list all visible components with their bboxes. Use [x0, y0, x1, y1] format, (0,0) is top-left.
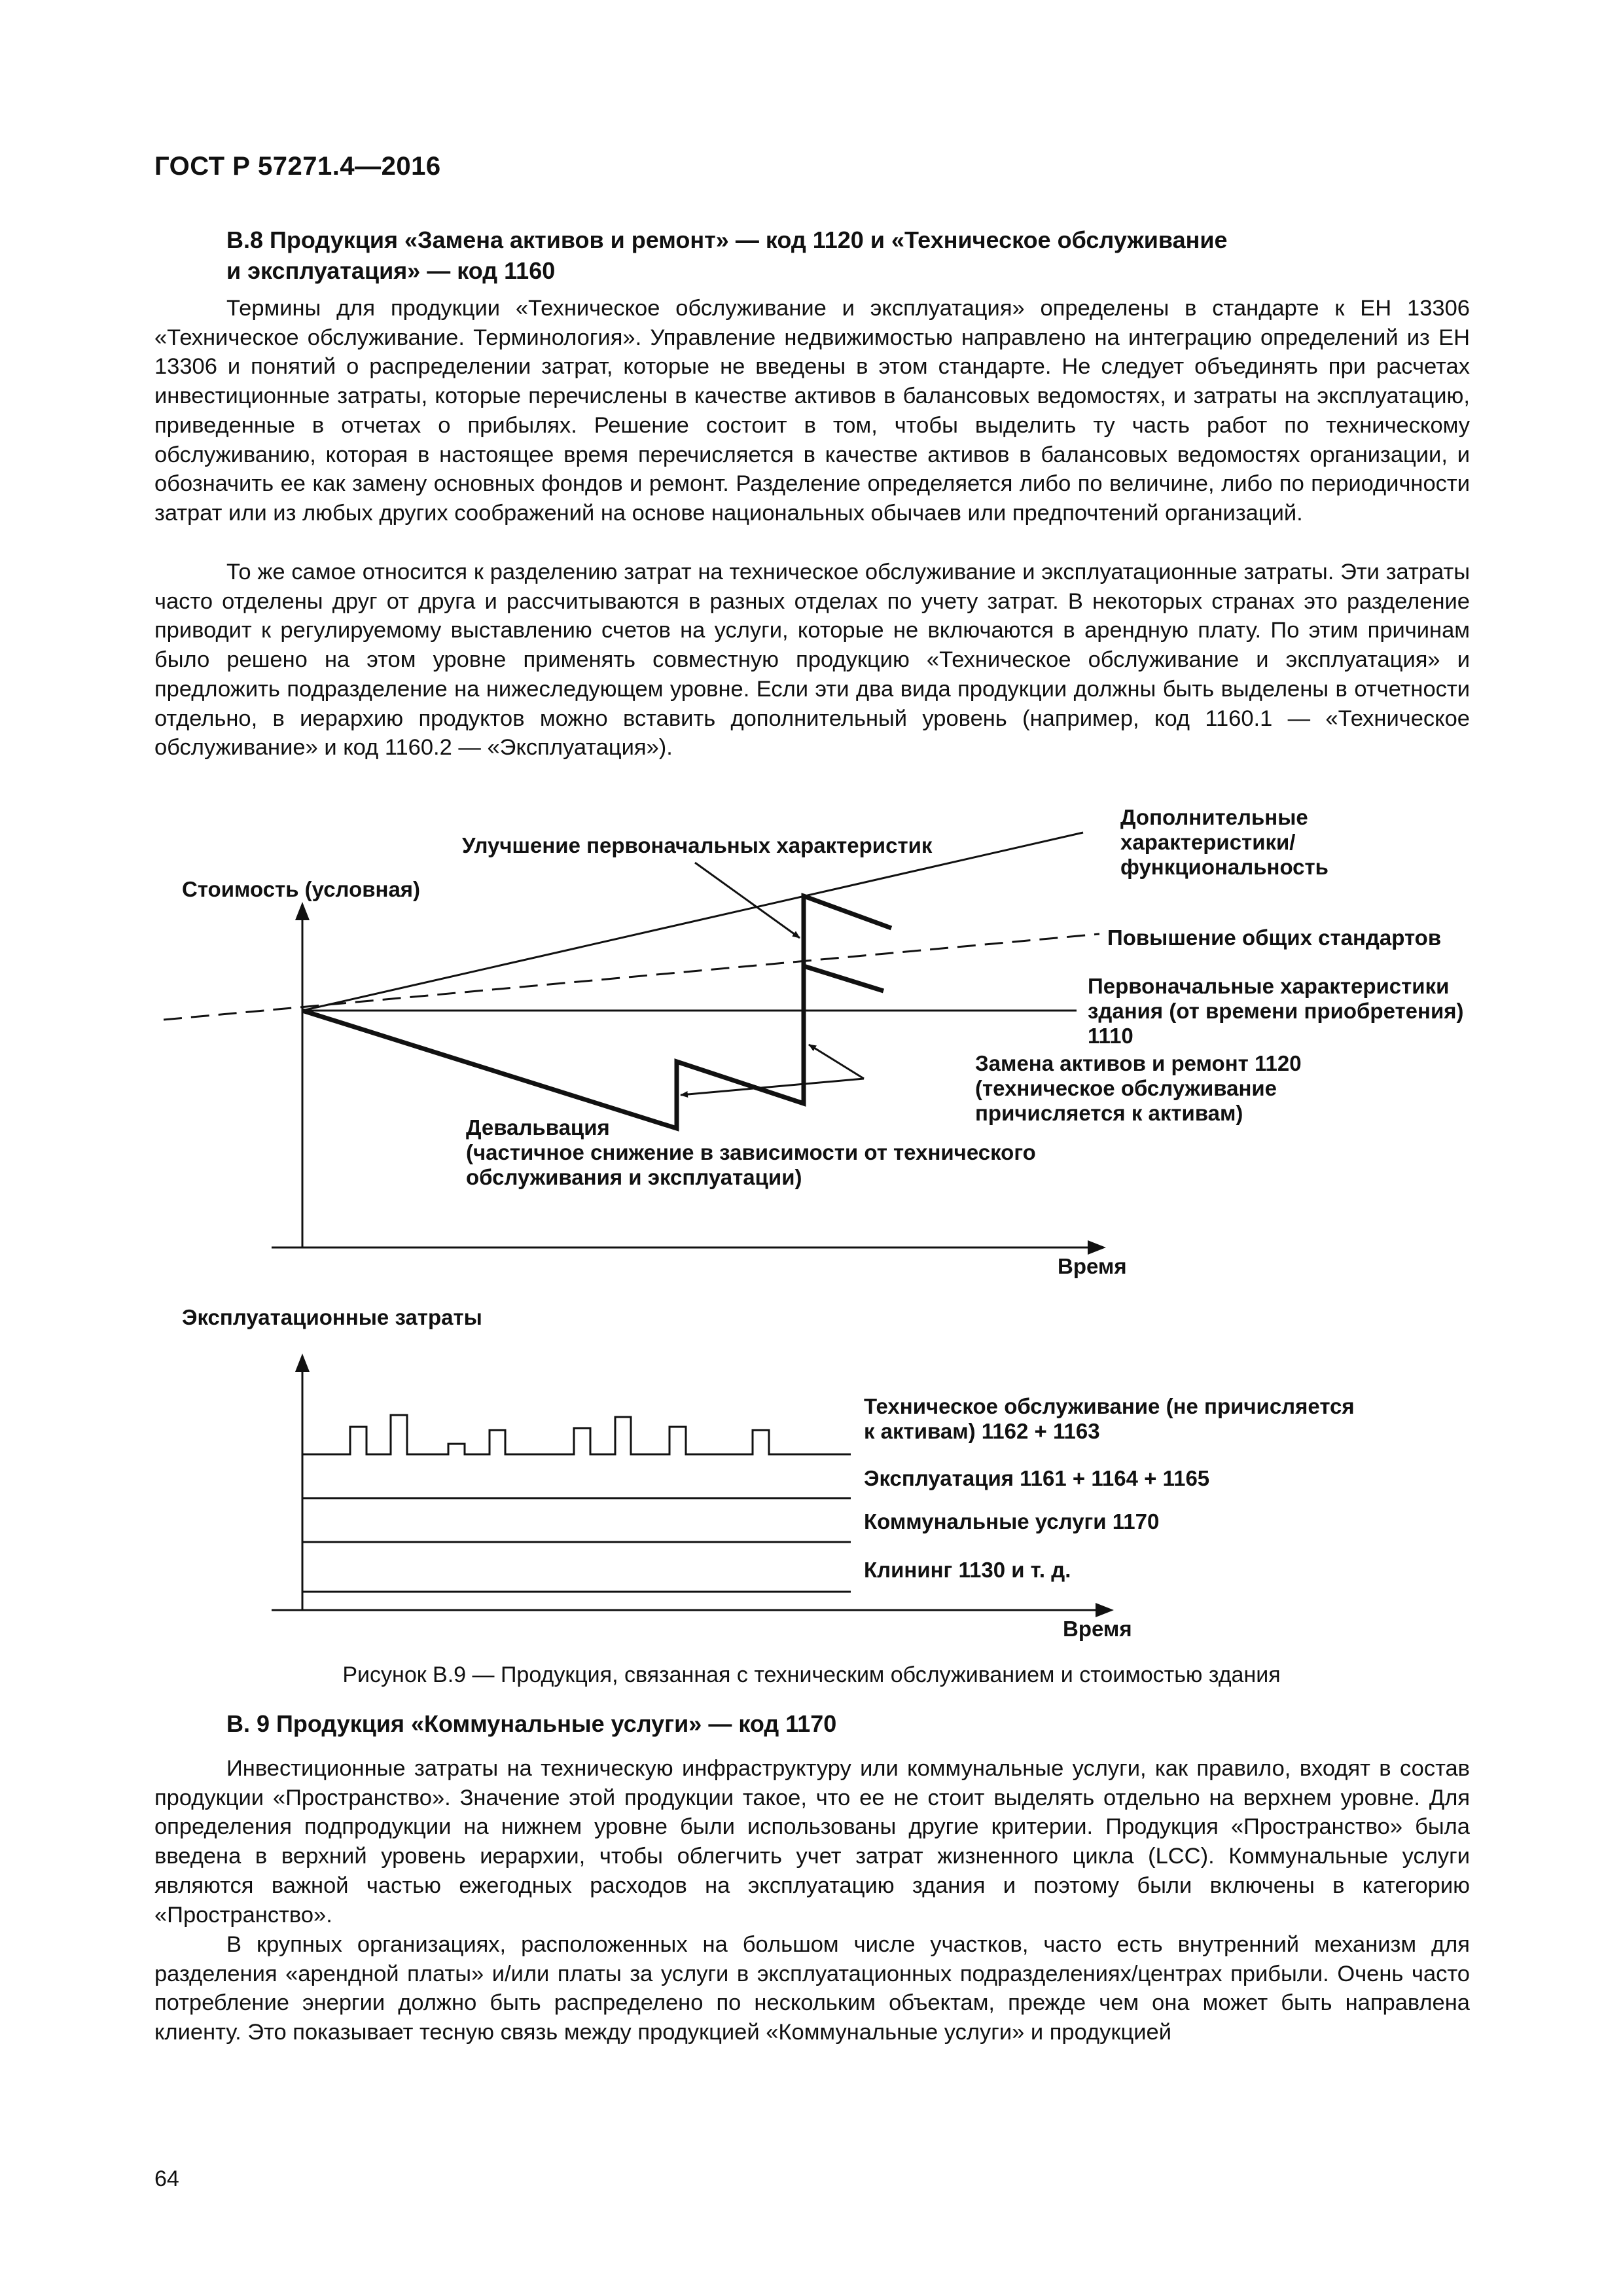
operation-label: Эксплуатация 1161 + 1164 + 1165	[864, 1466, 1210, 1490]
replacement-pointer-arrow-upper	[809, 1045, 864, 1079]
document-code-header: ГОСТ Р 57271.4—2016	[154, 152, 441, 181]
section-b9-paragraph-1: Инвестиционные затраты на техническую инфраструктуру или коммунальные услуги, как правило, входят в состав продукции «Пространство». Значение этой продукции такое, что ее не стоит выделять отдельно на верхнем уровне. Для определения подпродукции на нижнем уровне были использованы другие критерии. Продукция «Пространство» была введена в верхний уровень иерархии, чтобы облегчить учет затрат жизненного цикла (LCC). Коммунальные услуги являются важной частью ежегодных расходов на эксплуатацию здания и поэтому были включены в категорию «Пространство».	[154, 1756, 1470, 1928]
value-y-axis-label: Стоимость (условная)	[182, 877, 421, 901]
replacement-label-line2: (техническое обслуживание	[975, 1076, 1277, 1100]
replacement-label-line3: причисляется к активам)	[975, 1101, 1243, 1125]
page-number: 64	[154, 2166, 179, 2191]
devaluation-label-line2: (частичное снижение в зависимости от технического	[466, 1140, 1036, 1164]
section-b8-paragraph-1: Термины для продукции «Техническое обслуживание и эксплуатация» определены в стандарте к ЕН 13306 «Техническое обслуживание. Терминология». Управление недвижимостью направлено на интеграцию определений из ЕН 13306 и понятий о распределении затрат, которые не введены в этом стандарте. Не следует объединять при расчетах инвестиционные затраты, которые перечислены в качестве активов в балансовых ведомостях, и затраты на эксплуатацию, приведенные в отчетах о прибылях. Решение состоит в том, чтобы выделить ту часть работ по техническому обслуживанию, которая в настоящее время перечисляется в качестве активов в балансовых ведомостях организации, и обозначить ее как замену основных фондов и ремонт. Разделение определяется либо по величине, либо по периодичности затрат или из любых других соображений на основе национальных обычаев или предпочтений организаций.	[154, 296, 1470, 526]
cleaning-label: Клининг 1130 и т. д.	[864, 1558, 1071, 1582]
standards-label: Повышение общих стандартов	[1107, 925, 1442, 950]
general-standards-dashed-line	[164, 934, 1099, 1020]
section-b9-paragraph-2: В крупных организациях, расположенных на большом числе участков, часто есть внутренний механизм для разделения «арендной платы» и/или платы за услуги в эксплуатационных подразделениях/центрах прибыли. Очень часто потребление энергии должно быть распределено по нескольким объектам, прежде чем она может быть направлена клиенту. Это показывает тесную связь между продукцией «Коммунальные услуги» и продукцией	[154, 1932, 1470, 2045]
standards-step-line	[804, 966, 883, 991]
additional-characteristics-line	[302, 833, 1083, 1011]
initial-label-line1: Первоначальные характеристики	[1088, 974, 1450, 998]
additional-label-line1: Дополнительные	[1120, 805, 1308, 829]
additional-label-line3: функциональность	[1120, 855, 1329, 879]
devaluation-label-line3: обслуживания и эксплуатации)	[466, 1165, 802, 1189]
improvement-label: Улучшение первоначальных характеристик	[462, 833, 933, 857]
section-b8-title-line1: В.8 Продукция «Замена активов и ремонт» — код 1120 и «Техническое обслуживание	[226, 226, 1228, 253]
section-b8-paragraph-2: То же самое относится к разделению затрат на техническое обслуживание и эксплуатационные затраты. Эти затраты часто отделены друг от друга и рассчитываются в разных отделах по учету затрат. В некоторых странах это разделение приводит к регулируемому выставлению счетов на услуги, которые не включаются в арендную плату. По этим причинам было решено на этом уровне применять совместную продукцию «Техническое обслуживание и эксплуатация» и предложить подразделение на нижеследующем уровне. Если эти два вида продукции должны быть выделены в отчетности отдельно, в иерархию продуктов можно вставить дополнительный уровень (например, код 1160.1 — «Техническое обслуживание» и код 1160.2 — «Эксплуатация»).	[154, 560, 1470, 761]
figure-caption: Рисунок В.9 — Продукция, связанная с техническим обслуживанием и стоимостью здания	[342, 1662, 1281, 1687]
replacement-label-line1: Замена активов и ремонт 1120	[975, 1051, 1302, 1075]
devaluation-label-line1: Девальвация	[466, 1115, 610, 1139]
costs-x-axis-label: Время	[1063, 1617, 1132, 1641]
section-b9-title: В. 9 Продукция «Коммунальные услуги» — код 1170	[226, 1710, 837, 1737]
maintenance-label-line2: к активам) 1162 + 1163	[864, 1419, 1100, 1443]
figure-b9	[0, 792, 1623, 1643]
initial-label-line3: 1110	[1088, 1024, 1133, 1048]
costs-y-axis-label: Эксплуатационные затраты	[182, 1305, 482, 1329]
operating-costs-chart	[182, 1305, 1355, 1641]
value-x-axis-arrow	[1088, 1240, 1106, 1255]
value-y-axis-arrow	[295, 902, 310, 920]
devaluation-sawtooth-line	[302, 896, 891, 1128]
costs-y-axis-arrow	[295, 1354, 310, 1372]
additional-label-line2: характеристики/	[1120, 830, 1296, 854]
value-x-axis-label: Время	[1058, 1254, 1127, 1278]
section-b8-title-line2: и эксплуатация» — код 1160	[226, 257, 556, 284]
utilities-label: Коммунальные услуги 1170	[864, 1509, 1160, 1534]
costs-x-axis-arrow	[1096, 1603, 1114, 1617]
initial-label-line2: здания (от времени приобретения)	[1088, 999, 1464, 1023]
value-chart	[164, 805, 1464, 1278]
maintenance-label-line1: Техническое обслуживание (не причисляется	[864, 1394, 1355, 1418]
maintenance-pulses-line	[302, 1415, 851, 1454]
